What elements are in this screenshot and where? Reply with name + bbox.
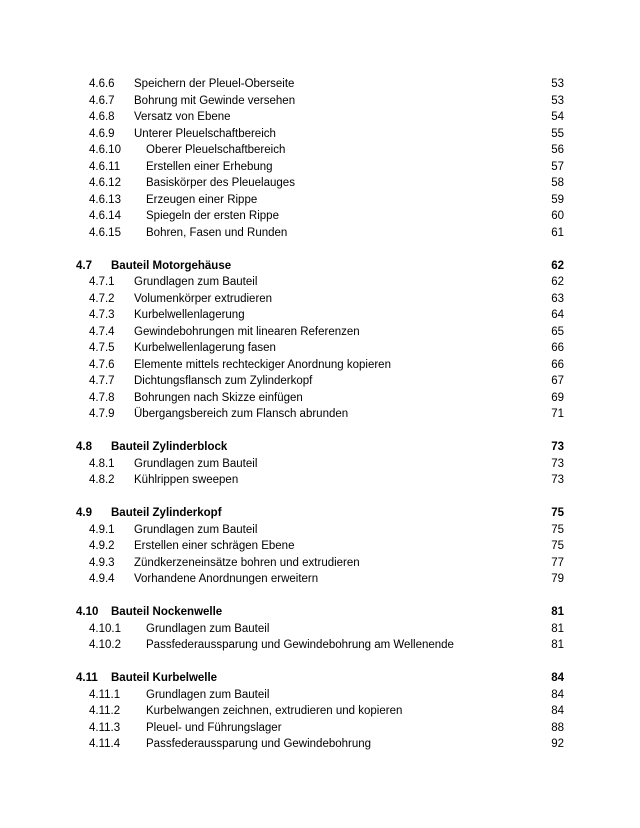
toc-entry[interactable]: [0, 225, 640, 241]
toc-title: Bauteil Zylinderblock: [111, 441, 228, 453]
toc-title: Erzeugen einer Rippe: [146, 193, 258, 206]
toc-number: 4.7.7: [89, 375, 115, 387]
toc-entry[interactable]: [0, 76, 640, 92]
toc-entry[interactable]: [0, 571, 640, 587]
toc-page-number: 64: [551, 309, 564, 321]
toc-page-number: 66: [551, 342, 564, 354]
toc-number: 4.9.1: [89, 523, 115, 536]
toc-page-number: 62: [551, 259, 564, 272]
toc-entry[interactable]: [0, 340, 640, 356]
toc-page-number: 58: [551, 177, 564, 189]
toc-title: Bohrung mit Gewinde versehen: [134, 94, 296, 107]
toc-number: 4.6.14: [89, 210, 121, 222]
toc-page-number: 73: [551, 441, 564, 453]
toc-entry[interactable]: [0, 307, 640, 323]
toc-page-number: 92: [551, 738, 564, 750]
toc-title: Bauteil Nockenwelle: [111, 606, 223, 618]
toc-title: Passfederaussparung und Gewindebohrung am Wellenende: [146, 639, 454, 651]
toc-page-number: 63: [551, 292, 564, 305]
toc-page-number: 62: [551, 276, 564, 288]
toc-page-number: 75: [551, 523, 564, 536]
toc-entry[interactable]: [0, 687, 640, 703]
toc-number: 4.6.12: [89, 177, 121, 189]
toc-page-number: 84: [551, 688, 564, 701]
toc-entry[interactable]: [0, 720, 640, 736]
toc-title: Kurbelwellenlagerung: [134, 309, 245, 321]
toc-entry[interactable]: [0, 357, 640, 373]
toc-page-number: 65: [551, 325, 564, 338]
toc-title: Vorhandene Anordnungen erweitern: [134, 573, 319, 585]
toc-entry[interactable]: [0, 208, 640, 224]
toc-title: Dichtungsflansch zum Zylinderkopf: [134, 375, 313, 387]
toc-page-number: 57: [551, 160, 564, 173]
toc-number: 4.7.6: [89, 358, 115, 371]
toc-page-number: 56: [551, 144, 564, 156]
toc-number: 4.6.6: [89, 78, 115, 90]
toc-page-number: 53: [551, 78, 564, 90]
toc-title: Grundlagen zum Bauteil: [134, 276, 258, 288]
toc-page-number: 77: [551, 556, 564, 569]
toc-section-heading[interactable]: [0, 439, 640, 455]
toc-entry[interactable]: [0, 621, 640, 637]
toc-title: Elemente mittels rechteckiger Anordnung kopieren: [134, 358, 391, 371]
toc-title: Basiskörper des Pleuelauges: [146, 177, 295, 189]
toc-number: 4.7.5: [89, 342, 115, 354]
toc-number: 4.8.1: [89, 457, 115, 470]
toc-entry[interactable]: [0, 456, 640, 472]
toc-section-heading[interactable]: [0, 604, 640, 620]
toc-title: Unterer Pleuelschaftbereich: [134, 127, 276, 140]
toc-page-number: 66: [551, 358, 564, 371]
toc-section-heading[interactable]: [0, 505, 640, 521]
toc-number: 4.8: [76, 441, 92, 453]
toc-title: Passfederaussparung und Gewindebohrung: [146, 738, 372, 750]
toc-title: Oberer Pleuelschaftbereich: [146, 144, 286, 156]
toc-number: 4.6.13: [89, 193, 121, 206]
toc-section-heading[interactable]: [0, 258, 640, 274]
toc-number: 4.10: [76, 606, 99, 618]
toc-title: Bohrungen nach Skizze einfügen: [134, 391, 303, 404]
toc-page-number: 54: [551, 111, 564, 123]
toc-title: Grundlagen zum Bauteil: [134, 523, 258, 536]
toc-number: 4.7.9: [89, 408, 115, 420]
toc-number: 4.10.2: [89, 639, 121, 651]
toc-page-number: 75: [551, 507, 564, 519]
toc-number: 4.7.1: [89, 276, 115, 288]
toc-number: 4.6.15: [89, 226, 121, 239]
toc-title: Übergangsbereich zum Flansch abrunden: [134, 408, 349, 420]
toc-number: 4.6.9: [89, 127, 115, 140]
toc-title: Grundlagen zum Bauteil: [146, 688, 270, 701]
toc-number: 4.7: [76, 259, 92, 272]
toc-entry[interactable]: [0, 472, 640, 488]
toc-title: Volumenkörper extrudieren: [134, 292, 273, 305]
toc-page-number: 73: [551, 457, 564, 470]
toc-title: Speichern der Pleuel-Oberseite: [134, 78, 295, 90]
toc-entry[interactable]: [0, 736, 640, 752]
toc-section-heading[interactable]: [0, 670, 640, 686]
toc-page-number: 81: [551, 622, 564, 635]
toc-page-number: 84: [551, 705, 564, 717]
toc-entry[interactable]: [0, 159, 640, 175]
toc-page-number: 67: [551, 375, 564, 387]
toc-number: 4.7.3: [89, 309, 115, 321]
toc-number: 4.11.3: [89, 721, 121, 734]
toc-title: Spiegeln der ersten Rippe: [146, 210, 279, 222]
toc-number: 4.11.1: [89, 688, 121, 701]
toc-title: Bohren, Fasen und Runden: [146, 226, 288, 239]
toc-entry[interactable]: [0, 274, 640, 290]
toc-title: Erstellen einer schrägen Ebene: [134, 540, 295, 552]
toc-number: 4.6.11: [89, 160, 121, 173]
toc-entry[interactable]: [0, 703, 640, 719]
toc-entry[interactable]: [0, 390, 640, 406]
toc-title: Gewindebohrungen mit linearen Referenzen: [134, 325, 360, 338]
toc-number: 4.6.10: [89, 144, 121, 156]
toc-number: 4.6.8: [89, 111, 115, 123]
toc-title: Kühlrippen sweepen: [134, 474, 239, 486]
toc-title: Versatz von Ebene: [134, 111, 231, 123]
toc-page-number: 75: [551, 540, 564, 552]
toc-title: Bauteil Kurbelwelle: [111, 672, 218, 684]
toc-title: Grundlagen zum Bauteil: [146, 622, 270, 635]
toc-entry[interactable]: [0, 142, 640, 158]
toc-page-number: 69: [551, 391, 564, 404]
toc-entry[interactable]: [0, 126, 640, 142]
toc-number: 4.8.2: [89, 474, 115, 486]
toc-entry[interactable]: [0, 291, 640, 307]
toc-title: Kurbelwangen zeichnen, extrudieren und kopieren: [146, 705, 403, 717]
toc-number: 4.7.2: [89, 292, 115, 305]
toc-page-number: 53: [551, 94, 564, 107]
toc-page-number: 81: [551, 639, 564, 651]
toc-page-number: 71: [551, 408, 564, 420]
toc-page-number: 81: [551, 606, 564, 618]
toc-entry[interactable]: [0, 637, 640, 653]
toc-entry[interactable]: [0, 538, 640, 554]
toc-title: Bauteil Zylinderkopf: [111, 507, 222, 519]
toc-entry[interactable]: [0, 93, 640, 109]
toc-page-number: 61: [551, 226, 564, 239]
toc-entry[interactable]: [0, 109, 640, 125]
toc-entry[interactable]: [0, 175, 640, 191]
toc-entry[interactable]: [0, 522, 640, 538]
toc-title: Bauteil Motorgehäuse: [111, 259, 232, 272]
toc-title: Kurbelwellenlagerung fasen: [134, 342, 276, 354]
toc-number: 4.11.2: [89, 705, 121, 717]
toc-number: 4.9.4: [89, 573, 115, 585]
toc-title: Zündkerzeneinsätze bohren und extrudieren: [134, 556, 360, 569]
toc-page-number: 79: [551, 573, 564, 585]
toc-entry[interactable]: [0, 324, 640, 340]
toc-number: 4.7.8: [89, 391, 115, 404]
toc-title: Pleuel- und Führungslager: [146, 721, 282, 734]
toc-number: 4.7.4: [89, 325, 115, 338]
toc-number: 4.11: [76, 672, 98, 684]
toc-number: 4.6.7: [89, 94, 115, 107]
toc-number: 4.9.2: [89, 540, 115, 552]
toc-page-number: 73: [551, 474, 564, 486]
toc-number: 4.9: [76, 507, 92, 519]
toc-page-number: 84: [551, 672, 564, 684]
toc-page-number: 55: [551, 127, 564, 140]
toc-number: 4.11.4: [89, 738, 121, 750]
toc-number: 4.10.1: [89, 622, 121, 635]
toc-title: Grundlagen zum Bauteil: [134, 457, 258, 470]
toc-entry[interactable]: [0, 406, 640, 422]
toc-page-number: 60: [551, 210, 564, 222]
toc-page-number: 88: [551, 721, 564, 734]
toc-entry[interactable]: [0, 373, 640, 389]
toc-entry[interactable]: [0, 555, 640, 571]
toc-number: 4.9.3: [89, 556, 115, 569]
toc-title: Erstellen einer Erhebung: [146, 160, 273, 173]
toc-entry[interactable]: [0, 192, 640, 208]
toc-page-number: 59: [551, 193, 564, 206]
